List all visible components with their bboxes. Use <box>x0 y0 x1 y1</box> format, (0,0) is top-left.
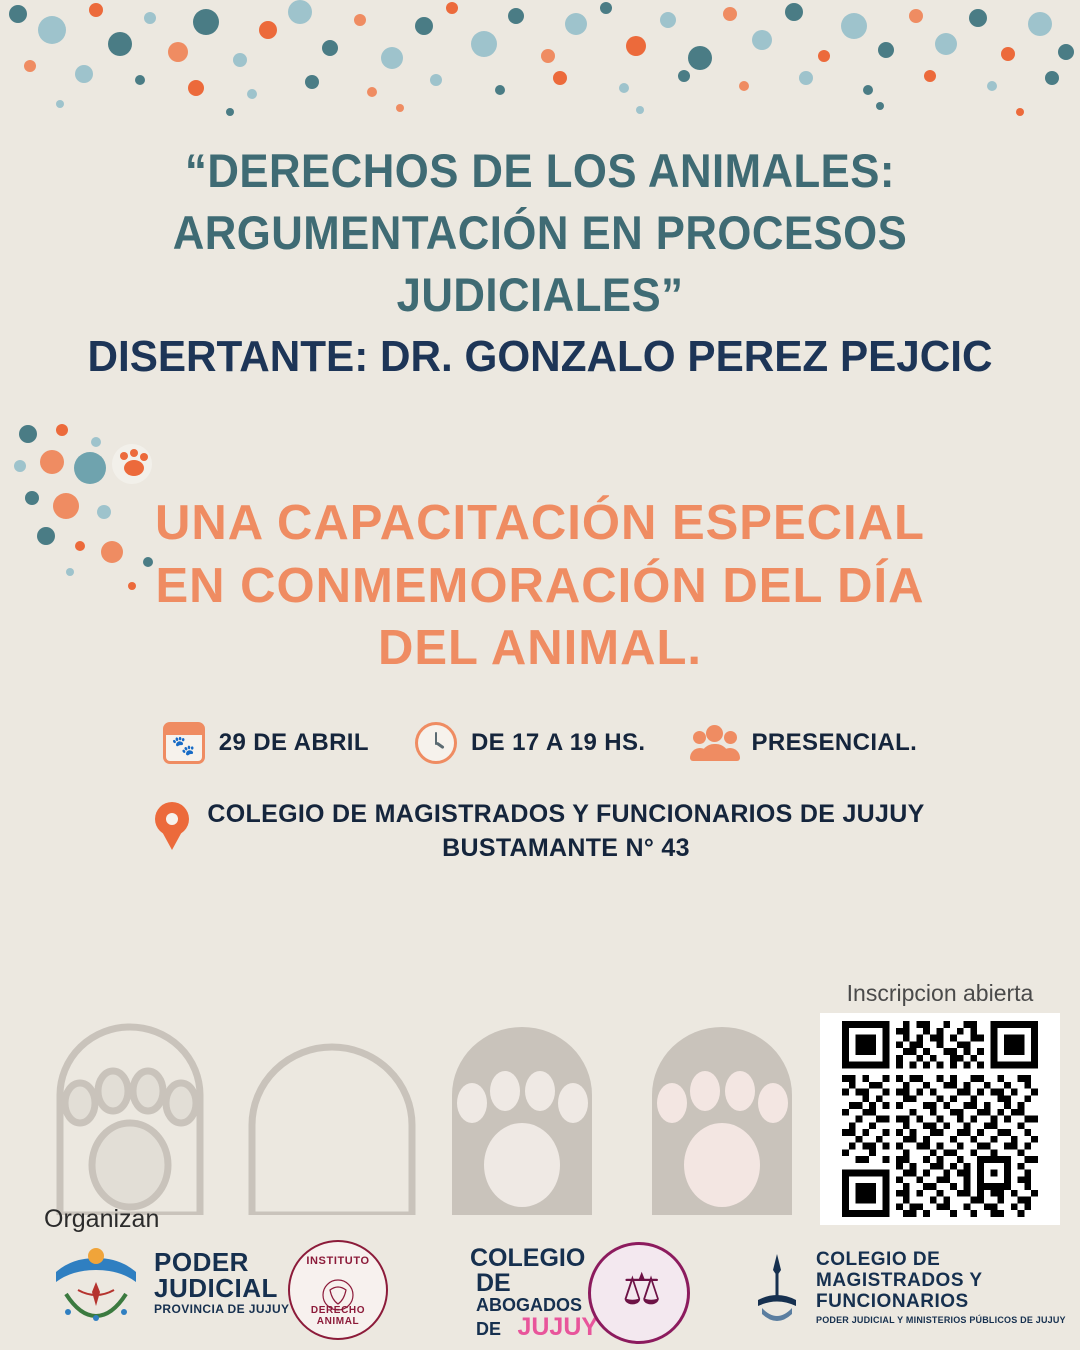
speaker-line: DISERTANTE: DR. GONZALO PEREZ PEJCIC <box>87 332 993 381</box>
event-location <box>0 798 1080 866</box>
organizers-label: Organizan <box>44 1205 160 1233</box>
title-line-1: “DERECHOS DE LOS ANIMALES: <box>185 144 895 197</box>
caj-line-1: COLEGIO <box>470 1244 586 1272</box>
poder-judicial-line-1: PODER <box>154 1247 249 1277</box>
location-line-2: BUSTAMANTE N° 43 <box>442 833 690 862</box>
logo-colegio-magistrados <box>748 1250 1080 1326</box>
caj-line-4: DE <box>476 1319 502 1339</box>
instituto-seal-icon <box>288 1240 388 1340</box>
poder-judicial-line-2: JUDICIAL <box>154 1273 278 1303</box>
event-details-row <box>0 722 1080 764</box>
decorative-dots-top <box>0 0 1080 130</box>
paw-glyph: 🐾 <box>171 736 196 757</box>
subtitle-line-3: DEL ANIMAL. <box>377 621 703 676</box>
qr-caption: Inscripcion abierta <box>846 980 1034 1006</box>
poder-judicial-emblem-icon <box>48 1242 144 1322</box>
event-modality-label: PRESENCIAL. <box>751 729 918 756</box>
cmf-line-2: MAGISTRADOS Y FUNCIONARIOS <box>816 1269 983 1312</box>
event-modality <box>692 723 918 763</box>
location-line-1: COLEGIO DE MAGISTRADOS Y FUNCIONARIOS DE JUJUY <box>207 800 925 828</box>
map-pin-icon <box>155 802 189 850</box>
clock-icon <box>415 722 457 764</box>
event-time <box>415 722 646 764</box>
qr-block <box>820 980 1060 1225</box>
event-time-label: DE 17 A 19 HS. <box>470 729 646 756</box>
logo-poder-judicial <box>48 1242 289 1322</box>
scales-of-justice-icon: ⚖ <box>622 1265 662 1314</box>
poster-subtitle <box>0 492 1080 680</box>
cmf-emblem-icon <box>748 1252 806 1324</box>
event-date <box>163 722 369 764</box>
organizer-logos <box>0 1240 1080 1350</box>
instituto-bottom-text: DERECHO ANIMAL <box>310 1305 366 1327</box>
logo-colegio-abogados <box>470 1244 662 1341</box>
caj-line-3: ABOGADOS <box>476 1295 583 1315</box>
cmf-line-3: PODER JUDICIAL Y MINISTERIOS PÚBLICOS DE JUJUY <box>816 1314 1066 1325</box>
qr-code-image <box>842 1021 1038 1217</box>
poster-title <box>0 140 1080 326</box>
caj-line-5: JUJUY <box>517 1313 599 1341</box>
calendar-icon <box>163 722 205 764</box>
people-icon <box>692 723 738 763</box>
event-location-text <box>207 798 924 866</box>
subtitle-line-1: UNA CAPACITACIÓN ESPECIAL <box>154 496 925 550</box>
logo-instituto-derecho-animal <box>288 1240 388 1340</box>
caj-line-2: DE <box>476 1269 511 1297</box>
poder-judicial-line-3: PROVINCIA DE JUJUY <box>154 1302 290 1316</box>
instituto-top-text: INSTITUTO <box>306 1255 370 1267</box>
subtitle-line-2: EN CONMEMORACIÓN DEL DÍA <box>155 558 925 613</box>
cmf-line-1: COLEGIO DE <box>816 1249 941 1270</box>
event-date-label: 29 DE ABRIL <box>218 729 369 756</box>
title-line-2: ARGUMENTACIÓN EN PROCESOS JUDICIALES” <box>172 206 908 322</box>
qr-code[interactable] <box>820 1013 1060 1225</box>
